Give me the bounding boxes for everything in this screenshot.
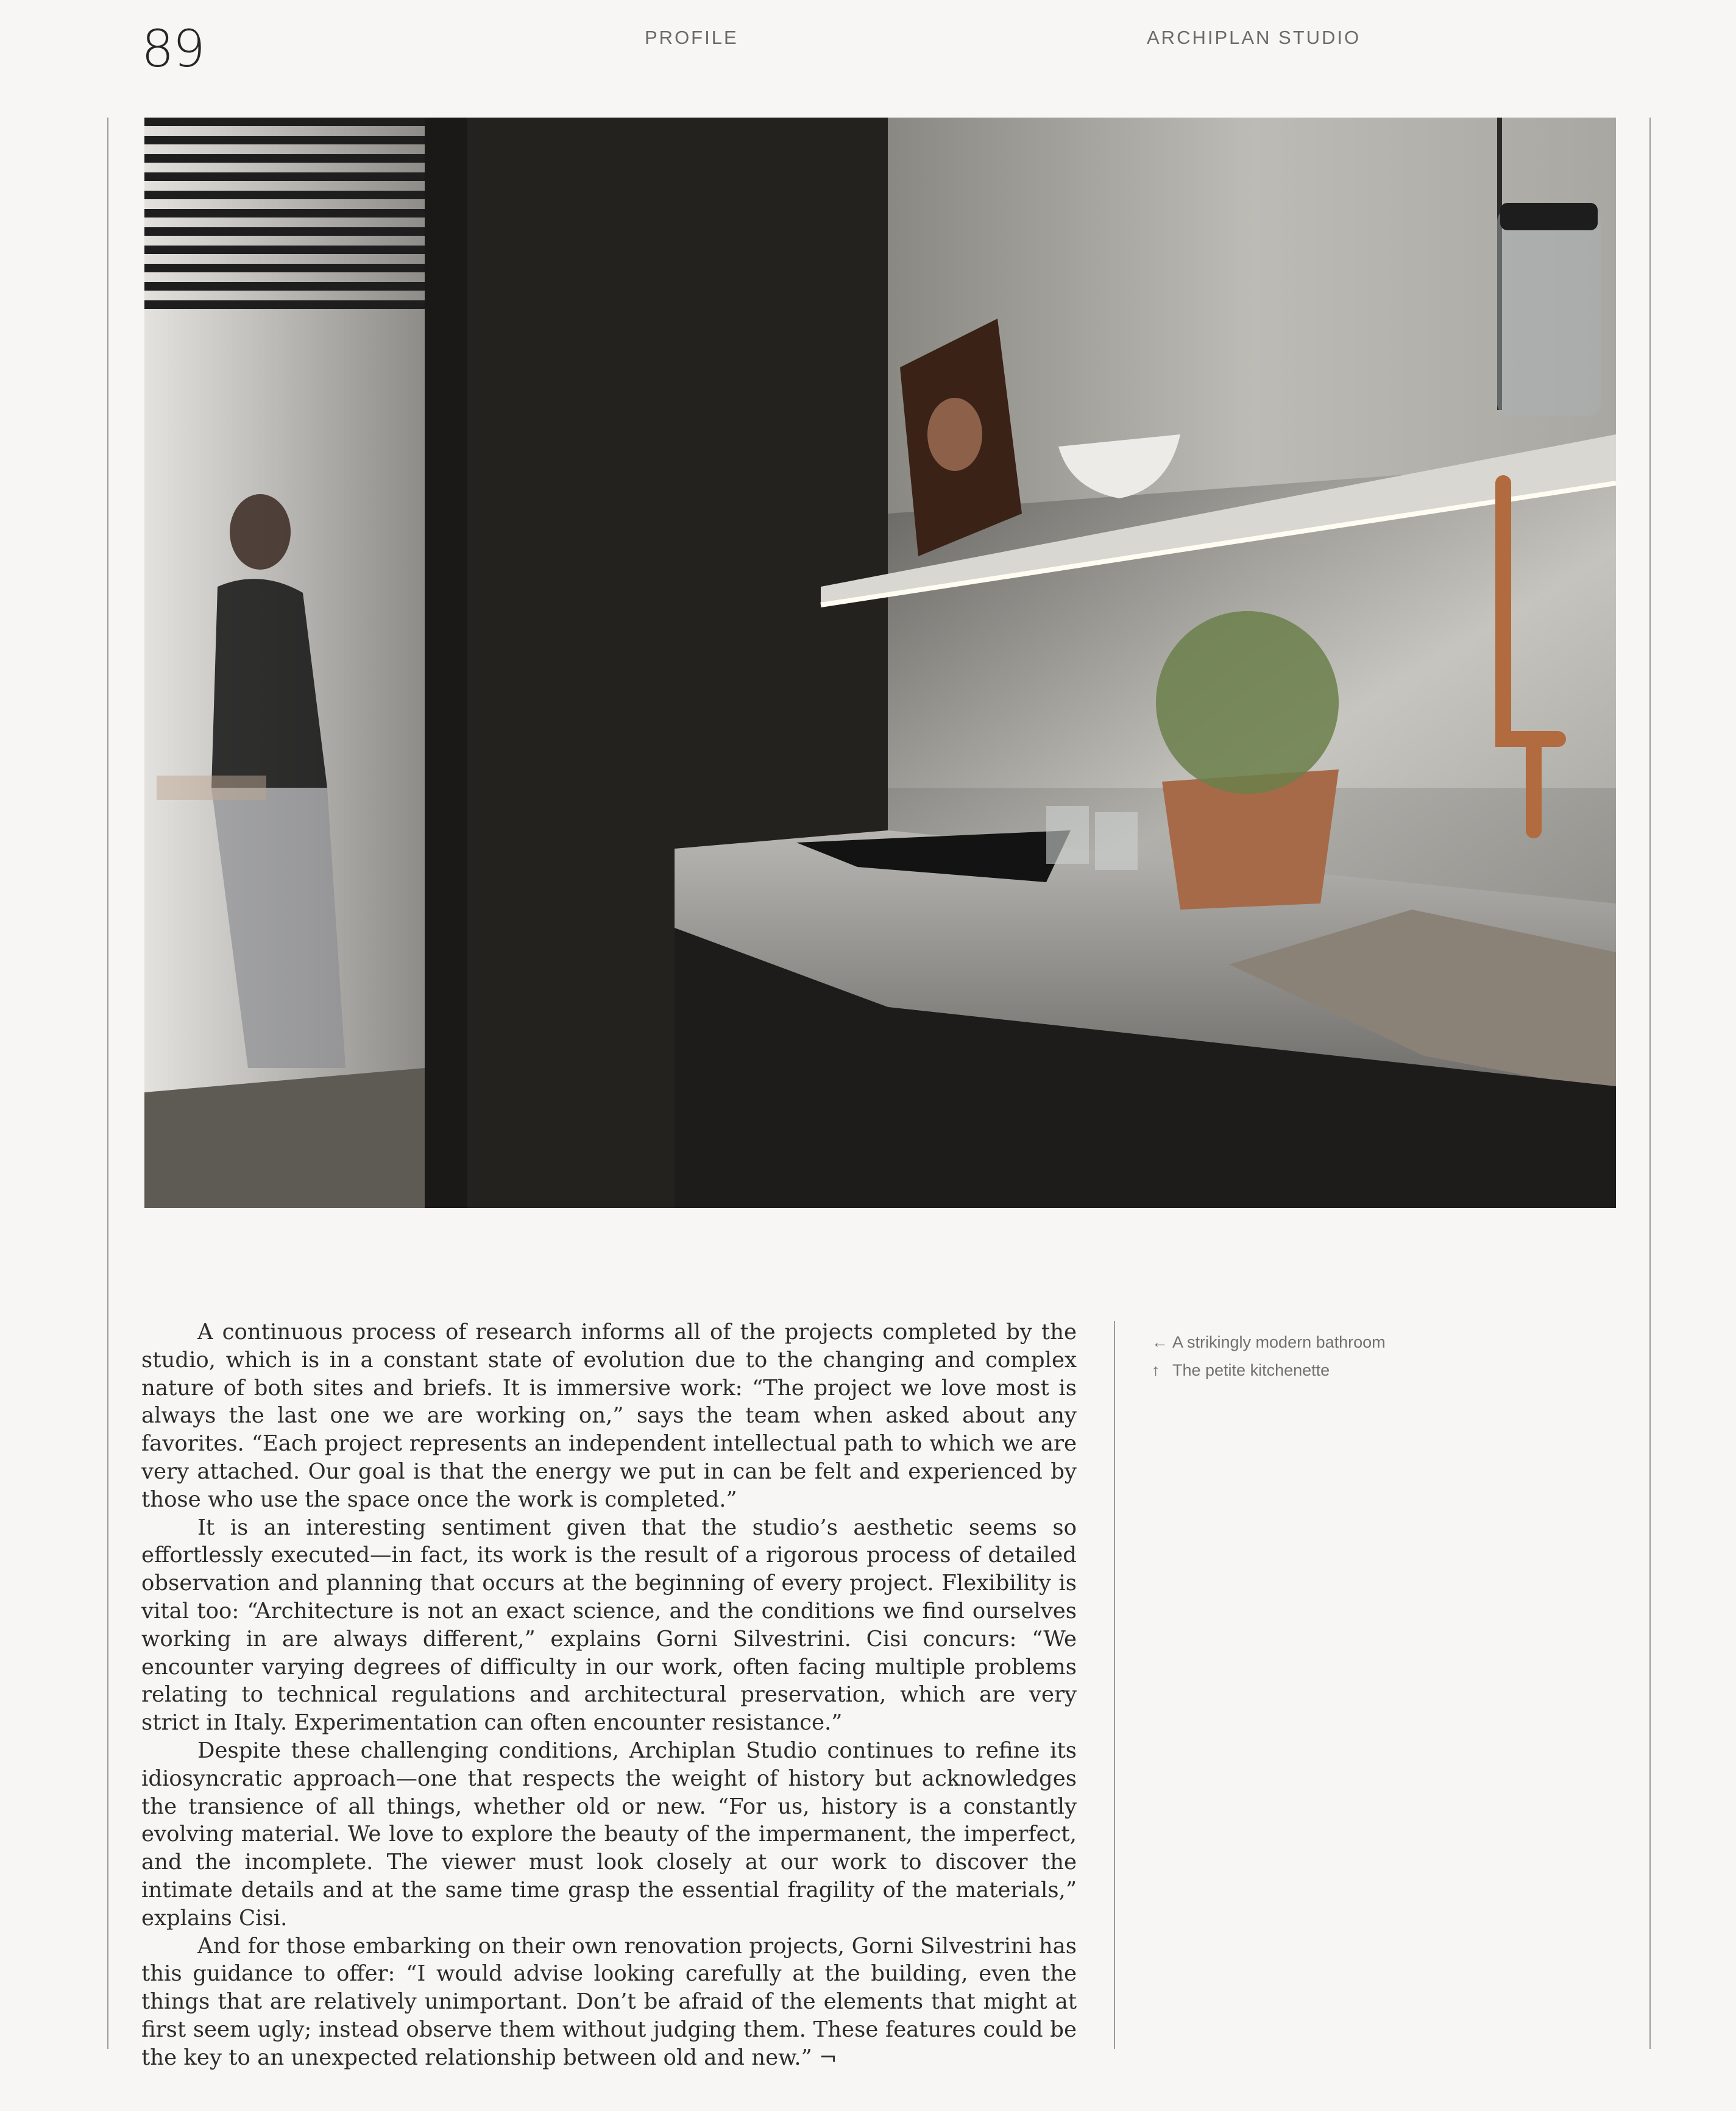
caption-text: The petite kitchenette xyxy=(1172,1361,1330,1379)
section-label: PROFILE xyxy=(645,27,739,48)
body-paragraph: Despite these challenging conditions, Archiplan Studio continues to refine its idiosyncratic approach—one that respects the weight of history but acknowledges the transience of all things, whether old or new. “For us, history is a constantly evolving material. We love to explore the beauty of the impermanent, the imperfect, and the incomplete. The viewer must look closely at our work to discover the intimate details and at the same time grasp the essential fragility of the materials,” explains Cisi. xyxy=(141,1738,1077,1931)
photo-captions xyxy=(1152,1328,1386,1384)
arrow-left-icon: ← xyxy=(1152,1333,1168,1351)
caption-bathroom xyxy=(1152,1328,1386,1356)
page-number: 89 xyxy=(141,19,204,79)
column-divider-rule xyxy=(1114,1321,1115,2049)
body-paragraph: A continuous process of research informs all of the projects completed by the studio, which is in a constant state of evolution due to the changing and complex nature of both sites and briefs. It is immersive work: “The project we love most is always the last one we are working on,” says the team when asked about any favorites. “Each project represents an independent intellectual path to which we are very attached. Our goal is that the energy we put in can be felt and experienced by those who use the space once the work is completed.” xyxy=(141,1320,1077,1512)
body-paragraph: And for those embarking on their own renovation projects, Gorni Silvestrini has this guidance to offer: “I would advise looking carefully at the building, even the things that are relatively unimportant. Don’t be afraid of the elements that might at first seem ugly; instead observe them without judging them. These features could be the key to an unexpected relationship between old and new.” ¬ xyxy=(141,1933,1077,2070)
caption-text: A strikingly modern bathroom xyxy=(1172,1333,1386,1351)
left-margin-rule xyxy=(107,118,108,2049)
caption-kitchenette xyxy=(1152,1356,1386,1384)
article-body xyxy=(141,1318,1077,2072)
kitchenette-photo xyxy=(144,118,1616,1208)
publication-name: ARCHIPLAN STUDIO xyxy=(1147,27,1361,48)
right-margin-rule xyxy=(1649,118,1651,2049)
body-paragraph: It is an interesting sentiment given that the studio’s aesthetic seems so effortlessly executed—in fact, its work is the result of a rigorous process of detailed observation and planning that occurs at the beginning of every project. Flexibility is vital too: “Architecture is not an exact science, and the conditions we find ourselves working in are always different,” explains Gorni Silvestrini. Cisi concurs: “We encounter varying degrees of difficulty in our work, often facing multiple problems relating to technical regulations and architectural preservation, which are very strict in Italy. Experimentation can often encounter resistance.” xyxy=(141,1515,1077,1736)
arrow-up-icon: ↑ xyxy=(1152,1361,1160,1379)
